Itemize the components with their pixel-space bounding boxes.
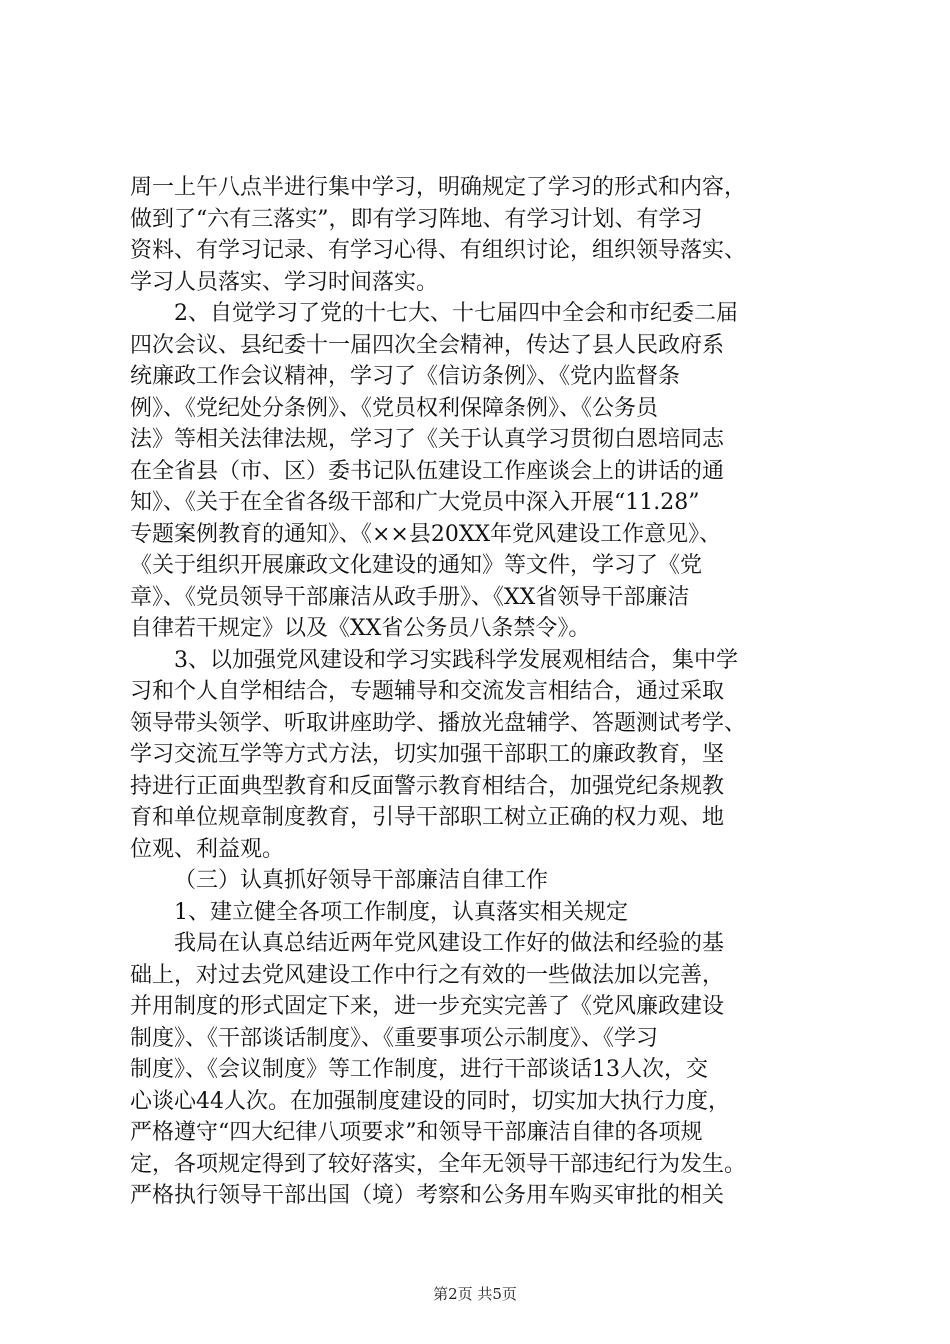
document-body — [130, 172, 830, 1212]
text-line: 学习交流互学等方式方法，切实加强干部职工的廉政教育，坚 — [130, 742, 725, 767]
text-line: 严格执行领导干部出国（境）考察和公务用车购买审批的相关 — [130, 1183, 725, 1208]
text-line: 周一上午八点半进行集中学习，明确规定了学习的形式和内容， — [130, 175, 747, 200]
text-line: 章》、《党员领导干部廉洁从政手册》、《XX省领导干部廉洁 — [130, 584, 690, 610]
text-line: 制度》、《干部谈话制度》、《重要事项公示制度》、《学习 — [130, 1025, 659, 1051]
text-line: 严格遵守“四大纪律八项要求”和领导干部廉洁自律的各项规 — [130, 1120, 703, 1145]
page-number-footer: 第2页 共5页 — [433, 1285, 517, 1303]
section-heading: （三）认真抓好领导干部廉洁自律工作 — [174, 868, 549, 893]
subsection-heading: 1、建立健全各项工作制度，认真落实相关规定 — [174, 899, 628, 925]
text-line: 四次会议、县纪委十一届四次全会精神，传达了县人民政府系 — [130, 332, 725, 358]
text-line: 位观、利益观。 — [130, 836, 285, 862]
text-line: 法》等相关法律法规，学习了《关于认真学习贯彻白恩培同志 — [130, 427, 725, 452]
paragraph-start-line: 2、自觉学习了党的十七大、十七届四中全会和市纪委二届 — [174, 301, 738, 326]
text-line: 心谈心44人次。在加强制度建设的同时，切实加大执行力度， — [130, 1088, 730, 1114]
text-line: 专题案例教育的通知》、《××县20XX年党风建设工作意见》、 — [130, 521, 722, 547]
text-line: 定，各项规定得到了较好落实，全年无领导干部违纪行为发生。 — [130, 1151, 747, 1177]
text-line: 做到了“六有三落实”，即有学习阵地、有学习计划、有学习 — [130, 206, 703, 232]
text-line: 在全省县（市、区）委书记队伍建设工作座谈会上的讲话的通 — [130, 458, 725, 484]
text-line: 制度》、《会议制度》等工作制度，进行干部谈话13人次，交 — [130, 1057, 708, 1082]
text-line: 资料、有学习记录、有学习心得、有组织讨论，组织领导落实、 — [130, 238, 747, 263]
text-line: 知》、《关于在全省各级干部和广大党员中深入开展“11.28” — [130, 490, 700, 515]
text-line: 统廉政工作会议精神，学习了《信访条例》、《党内监督条 — [130, 364, 681, 389]
text-line: 础上，对过去党风建设工作中行之有效的一些做法加以完善， — [130, 962, 725, 988]
text-line: 持进行正面典型教育和反面警示教育相结合，加强党纪条规教 — [130, 773, 725, 799]
text-line: 学习人员落实、学习时间落实。 — [130, 269, 439, 295]
text-line: 自律若干规定》以及《XX省公务员八条禁令》。 — [130, 616, 591, 641]
text-line: 并用制度的形式固定下来，进一步充实完善了《党风廉政建设 — [130, 994, 725, 1019]
text-line: 育和单位规章制度教育，引导干部职工树立正确的权力观、地 — [130, 805, 725, 830]
text-line: 《关于组织开展廉政文化建设的通知》等文件，学习了《党 — [130, 553, 703, 578]
text-line: 习和个人自学相结合，专题辅导和交流发言相结合，通过采取 — [130, 679, 725, 704]
text-line: 领导带头领学、听取讲座助学、播放光盘辅学、答题测试考学、 — [130, 710, 747, 736]
paragraph-start-line: 我局在认真总结近两年党风建设工作好的做法和经验的基 — [174, 931, 725, 956]
paragraph-start-line: 3、以加强党风建设和学习实践科学发展观相结合，集中学 — [174, 647, 738, 673]
text-line: 例》、《党纪处分条例》、《党员权利保障条例》、《公务员 — [130, 395, 659, 421]
